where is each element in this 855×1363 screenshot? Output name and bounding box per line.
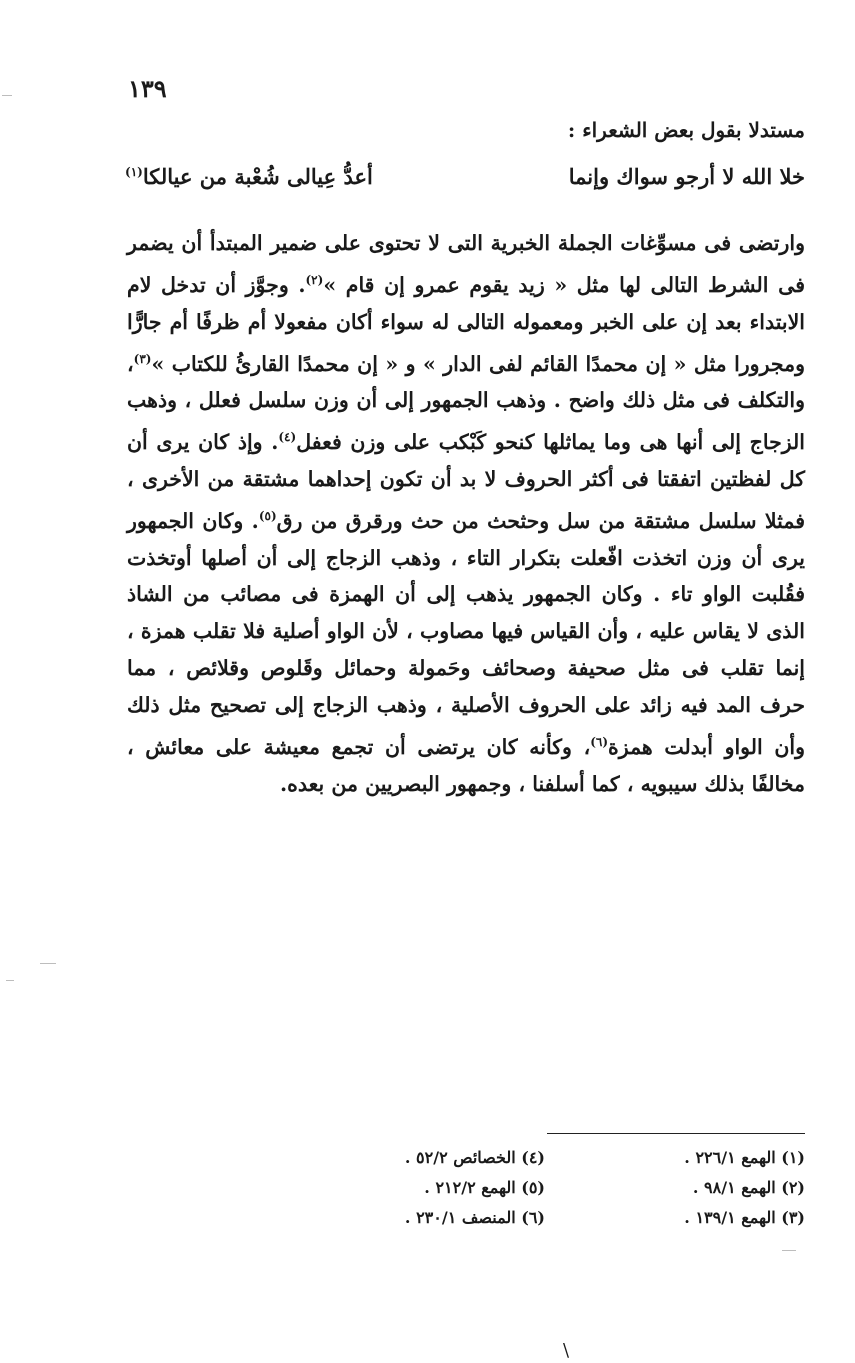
paragraph-text: ، وكأنه كان يرتضى أن تجمع معيشة على معائش ، مخالفًا بذلك سيبويه ، كما أسلفنا ، وجمهور البصريين من بعده.: [127, 734, 805, 796]
footnote-item: (١) الهمع ٢٢٦/١ .: [684, 1148, 805, 1167]
scan-speck: [782, 1250, 796, 1251]
footnote-item: (٦) المنصف ٢٣٠/١ .: [404, 1208, 545, 1227]
footnote-ref: (٤): [278, 430, 297, 445]
footnotes: [285, 1145, 805, 1231]
page-number: ١٣٩: [128, 74, 167, 103]
paragraph-text: . وكان الجمهور يرى أن وزن اتخذت افّعلت بتكرار التاء ، وذهب الزجاج إلى أن أصلها أوتخذت فقُلبت الواو تاء . وكان الجمهور يذهب إلى أن الهمزة فى مصائب من الشاذ الذى لا يقاس عليه ، وأن القياس فيها مصاوب ، لأن الواو أصلية فلا تقلب همزة ، إنما تقلب فى مثل صحيفة وصحائف وحَمولة وحمائل وقَلوص وقلائص ، مما حرف المد فيه زائد على الحروف الأصلية ، وذهب الزجاج إلى تصحيح مثل ذلك وأن الواو أبدلت همزة: [127, 508, 805, 759]
footnote-item: (٥) الهمع ٢١٢/٢ .: [424, 1178, 545, 1197]
footnote-ref: (٥): [258, 508, 277, 523]
verse-line: [125, 164, 805, 189]
bottom-mark: \: [563, 1340, 570, 1361]
body-paragraph: [127, 225, 805, 803]
paragraph-text: . وإذ كان يرى أن كل لفظتين اتفقتا فى أكثر الحروف لا بد أن تكون إحداهما مشتقة من الأخرى ، فمثلا سلسل مشتقة من سل وحثحث من حث ورقرق من رق: [127, 430, 805, 533]
verse-second-hemistich: [125, 164, 373, 189]
footnote-ref: (١): [125, 165, 143, 179]
scan-speck: [2, 95, 12, 96]
footnote-ref: (٣): [133, 351, 152, 366]
footnote-item: (٣) الهمع ١٣٩/١ .: [684, 1208, 805, 1227]
footnote-ref: (٦): [590, 735, 609, 750]
scan-speck: [40, 963, 56, 964]
footnote-item: (٤) الخصائص ٥٢/٢ .: [404, 1148, 545, 1167]
paragraph-text: ، والتكلف فى مثل ذلك واضح . وذهب الجمهور إلى أن وزن سلسل فعلل ، وذهب الزجاج إلى أنها هى وما يماثلها كنحو كَبْكب على وزن فعفل: [127, 351, 805, 455]
paragraph-text: . وجوَّز أن تدخل لام الابتداء بعد إن على الخبر ومعموله التالى له سواء أكان مفعولا أم ظرفًا أم جارًّا ومجرورا مثل « إن محمدًا القائم لفى الدار » و « إن محمدًا القارئُ للكتاب »: [127, 272, 805, 376]
footnote-item: (٢) الهمع ٩٨/١ .: [692, 1178, 805, 1197]
paragraph-text: وارتضى فى مسوِّغات الجملة الخبرية التى لا تحتوى على ضمير المبتدأ أن يضمر فى الشرط التالى لها مثل « زيد يقوم عمرو إن قام »: [127, 231, 805, 297]
verse-second-text: أعدُّ عِيالى شُعْبة من عيالكا: [142, 164, 373, 189]
footnote-ref: (٢): [305, 272, 324, 287]
verse-first-hemistich: خلا الله لا أرجو سواك وإنما: [568, 164, 805, 189]
footnote-divider: [547, 1133, 805, 1134]
intro-line: مستدلا بقول بعض الشعراء :: [567, 118, 805, 142]
scan-speck: [6, 980, 14, 981]
